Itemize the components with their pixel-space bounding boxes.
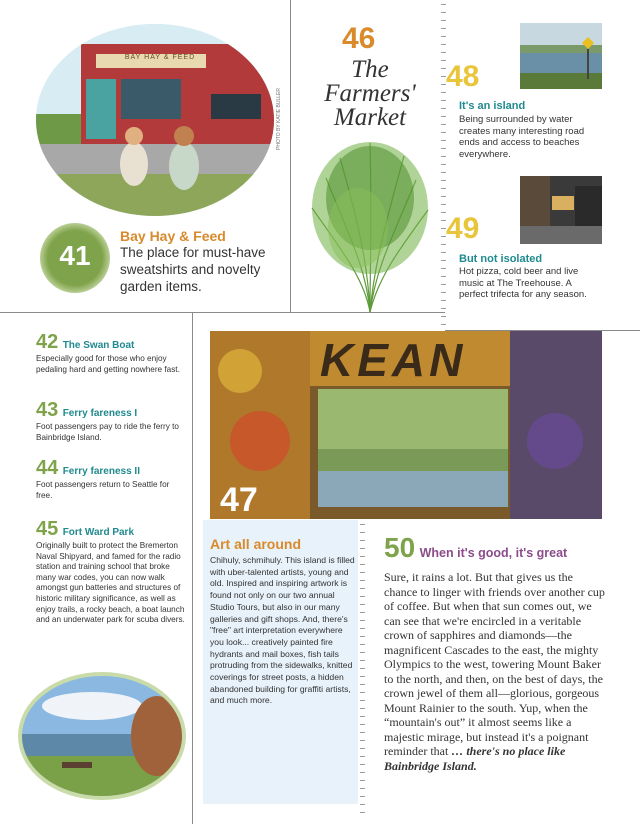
ruler-tick bbox=[360, 740, 365, 741]
ruler-tick bbox=[360, 620, 365, 621]
number-50: 50 bbox=[384, 532, 416, 563]
ruler-tick bbox=[441, 148, 446, 149]
title-48: It's an island bbox=[459, 100, 526, 112]
number-48: 48 bbox=[446, 60, 480, 93]
title-44: Ferry fareness II bbox=[62, 466, 140, 477]
ruler-tick bbox=[441, 12, 446, 13]
body-45: Originally built to protect the Bremerton Naval Shipyard, and famed for the radio station and training school that broke many war codes, you can now walk amongst gun batteries and structures of historic military significance, as well as enjoy trails, a rocky beach, a boat launch and an underwater park for scuba divers. bbox=[36, 541, 185, 625]
ruler-tick bbox=[441, 36, 446, 37]
title-47: Art all around bbox=[210, 536, 302, 552]
ruler-tick bbox=[360, 748, 365, 749]
ruler-tick bbox=[360, 796, 365, 797]
item-43 bbox=[36, 399, 186, 443]
ruler-tick bbox=[441, 180, 446, 181]
number-47: 47 bbox=[220, 481, 258, 519]
ruler-tick bbox=[441, 140, 446, 141]
fort-ward-photo bbox=[22, 676, 182, 796]
photo-credit: PHOTO BY KATIE BULLER bbox=[276, 88, 282, 150]
ruler-tick bbox=[441, 292, 446, 293]
ruler-tick bbox=[441, 204, 446, 205]
title-41: Bay Hay & Feed bbox=[120, 228, 226, 244]
ruler-tick bbox=[360, 596, 365, 597]
number-42: 42 bbox=[36, 331, 59, 353]
item-44 bbox=[36, 457, 186, 501]
body-50 bbox=[384, 570, 609, 773]
ruler-middle bbox=[360, 520, 370, 820]
ruler-tick bbox=[360, 564, 365, 565]
ruler-tick bbox=[441, 172, 446, 173]
ruler-tick bbox=[360, 532, 365, 533]
ruler-tick bbox=[360, 588, 365, 589]
graffiti-photo bbox=[210, 331, 602, 519]
ruler-tick bbox=[441, 124, 446, 125]
ruler-tick bbox=[360, 556, 365, 557]
ruler-tick bbox=[360, 732, 365, 733]
title-42: The Swan Boat bbox=[62, 340, 135, 351]
ruler-tick bbox=[360, 724, 365, 725]
treehouse-photo bbox=[520, 176, 602, 244]
ruler-tick bbox=[441, 52, 446, 53]
ruler-tick bbox=[360, 708, 365, 709]
graffiti-tag: KEAN bbox=[320, 334, 467, 386]
ruler-tick bbox=[360, 644, 365, 645]
ruler-tick bbox=[441, 300, 446, 301]
ruler-tick bbox=[360, 676, 365, 677]
ruler-tick bbox=[360, 716, 365, 717]
badge-41 bbox=[40, 223, 110, 293]
body-47: Chihuly, schmihuly. This island is filled with uber-talented artists, young and old. Inspired and inspiring artwork is found not only on our two annual Studio Tours, but also in our many galleries and gift shops. And, there's "free" art interpretation everywhere you look... creatively painted fire hydrants and mail boxes, fish tails protruding from the sidewalks, knitted coverings for street posts, a hidden abandoned building for graffiti artists, and much more. bbox=[210, 555, 355, 706]
item-50-heading bbox=[384, 532, 624, 564]
divider-col1 bbox=[290, 0, 291, 312]
ruler-tick bbox=[360, 636, 365, 637]
number-43: 43 bbox=[36, 399, 59, 421]
divider-left-col bbox=[192, 312, 193, 824]
ruler-tick bbox=[360, 628, 365, 629]
ruler-tick bbox=[441, 164, 446, 165]
title-46-line3: Market bbox=[333, 104, 407, 131]
number-44: 44 bbox=[36, 457, 59, 479]
ruler-tick bbox=[441, 44, 446, 45]
ruler-tick bbox=[441, 308, 446, 309]
title-49: But not isolated bbox=[459, 253, 543, 265]
ruler-tick bbox=[441, 268, 446, 269]
body-41: The place for must-have sweatshirts and novelty garden items. bbox=[120, 245, 266, 294]
ruler-tick bbox=[441, 116, 446, 117]
ruler-tick bbox=[441, 316, 446, 317]
ruler-tick bbox=[441, 260, 446, 261]
ruler-tick bbox=[441, 324, 446, 325]
ruler-tick bbox=[360, 572, 365, 573]
ruler-tick bbox=[360, 692, 365, 693]
ruler-tick bbox=[360, 764, 365, 765]
title-46-line2: Farmers' bbox=[324, 80, 416, 107]
ruler-tick bbox=[360, 540, 365, 541]
fort-ward-photo-art bbox=[22, 676, 182, 796]
dill-illustration bbox=[300, 138, 440, 312]
ruler-tick bbox=[441, 28, 446, 29]
ruler-tick bbox=[441, 4, 446, 5]
number-41: 41 bbox=[59, 240, 91, 271]
ruler-tick bbox=[441, 100, 446, 101]
ruler-tick bbox=[441, 188, 446, 189]
ruler-tick bbox=[441, 196, 446, 197]
ruler-tick bbox=[360, 660, 365, 661]
ruler-tick bbox=[360, 684, 365, 685]
ruler-tick bbox=[360, 612, 365, 613]
title-43: Ferry fareness I bbox=[62, 408, 138, 419]
number-49: 49 bbox=[446, 212, 480, 245]
body-50-emphasis: … there's no place like Bainbridge Island. bbox=[384, 744, 566, 773]
number-46: 46 bbox=[342, 22, 376, 55]
ruler-tick bbox=[360, 780, 365, 781]
island-photo bbox=[520, 23, 602, 89]
store-sign: BAY HAY & FEED bbox=[124, 54, 196, 61]
body-44: Foot passengers return to Seattle for free. bbox=[36, 480, 170, 500]
body-42: Especially good for those who enjoy pedaling hard and getting nowhere fast. bbox=[36, 354, 180, 374]
ruler-top bbox=[441, 0, 451, 330]
ruler-tick bbox=[360, 604, 365, 605]
ruler-tick bbox=[360, 580, 365, 581]
number-45: 45 bbox=[36, 518, 59, 540]
divider-top-row bbox=[0, 312, 445, 313]
ruler-tick bbox=[360, 668, 365, 669]
ruler-tick bbox=[360, 788, 365, 789]
ruler-tick bbox=[360, 524, 365, 525]
ruler-tick bbox=[360, 756, 365, 757]
bay-hay-photo-art bbox=[36, 24, 274, 216]
ruler-tick bbox=[441, 276, 446, 277]
ruler-tick bbox=[441, 20, 446, 21]
bay-hay-photo bbox=[36, 24, 274, 216]
item-45 bbox=[36, 518, 186, 626]
body-49: Hot pizza, cold beer and live music at The Treehouse. A perfect trifecta for any season. bbox=[459, 266, 587, 300]
ruler-tick bbox=[441, 252, 446, 253]
title-46-line1: The bbox=[351, 56, 389, 83]
ruler-tick bbox=[360, 700, 365, 701]
ruler-tick bbox=[441, 156, 446, 157]
ruler-tick bbox=[360, 652, 365, 653]
body-48: Being surrounded by water creates many interesting road ends and access to beaches everywhere. bbox=[459, 114, 585, 160]
body-43: Foot passengers pay to ride the ferry to Bainbridge Island. bbox=[36, 422, 179, 442]
title-45: Fort Ward Park bbox=[62, 527, 135, 538]
ruler-tick bbox=[441, 108, 446, 109]
ruler-tick bbox=[360, 812, 365, 813]
ruler-tick bbox=[360, 772, 365, 773]
ruler-tick bbox=[360, 548, 365, 549]
body-50-text: Sure, it rains a lot. But that gives us the chance to linger with friends over another cup of coffee. But when that sun comes out, we can see that we're encircled in a veritable crown of sapphires and diamonds—the magnificent Cascades to the east, the mighty Olympics to the west, towering Mount Baker to the north, and then, on the best of days, the crown jewel of them all—glorious, gorgeous Mount Rainier to the south. Yup, when the “mountain's out” it almost seems like a majestic mirage, but instead it's a poignant reminder that bbox=[384, 570, 605, 758]
title-50: When it's good, it's great bbox=[419, 546, 568, 560]
ruler-tick bbox=[441, 132, 446, 133]
item-42 bbox=[36, 331, 186, 375]
ruler-tick bbox=[360, 804, 365, 805]
ruler-tick bbox=[441, 284, 446, 285]
